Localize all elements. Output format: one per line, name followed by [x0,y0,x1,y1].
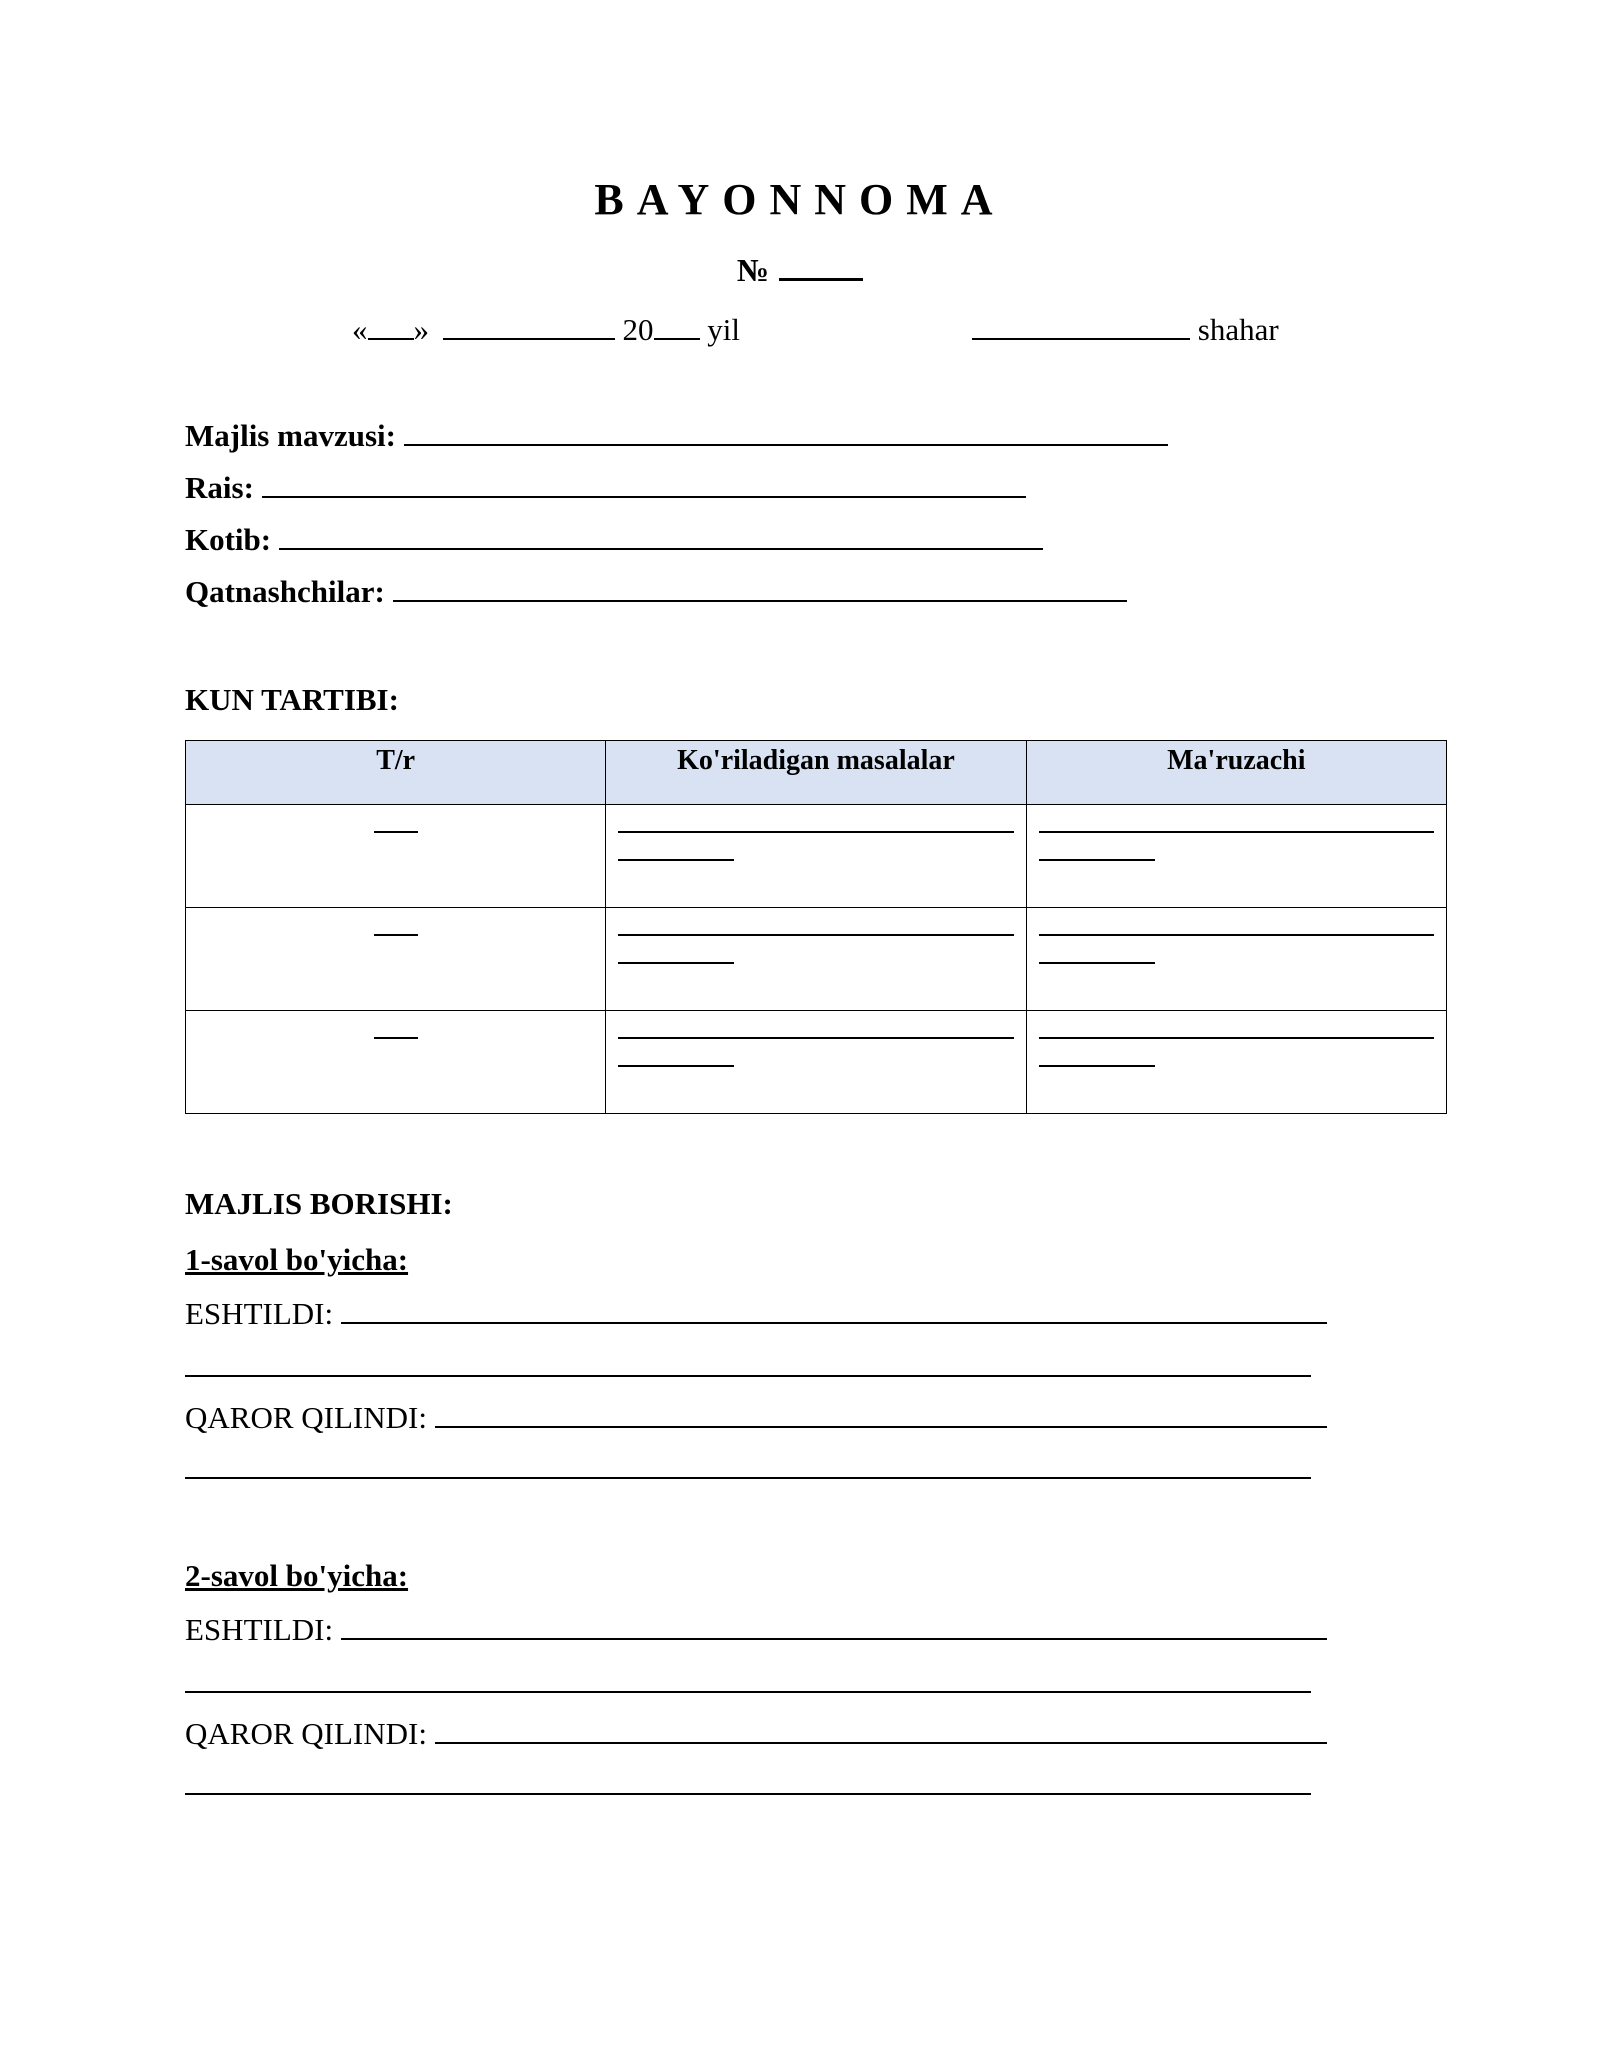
speaker-cell[interactable] [1026,1011,1446,1114]
q2-heard-field [185,1612,1327,1645]
speaker-cell[interactable] [1026,908,1446,1011]
participants-blank[interactable] [393,574,1127,602]
issue-blank [618,819,1013,833]
issue-cell[interactable] [606,805,1026,908]
q1-decision-field [185,1400,1327,1433]
document-number [0,252,1600,286]
participants-field [185,574,1127,607]
q1-heard-field [185,1296,1327,1329]
secretary-blank[interactable] [279,522,1043,550]
row-number-blank [374,819,418,833]
row-number-cell[interactable] [186,805,606,908]
column-header-number: T/r [186,741,606,805]
number-blank[interactable] [779,252,863,281]
issue-cell[interactable] [606,908,1026,1011]
question-1-heading: 1-savol bo'yicha: [185,1242,409,1277]
speaker-blank-short [1039,833,1155,861]
heard-label: ESHTILDI: [185,1612,334,1647]
agenda-table [185,740,1447,1114]
date-open-quote: « [352,312,368,347]
row-number-cell[interactable] [186,1011,606,1114]
table-row [186,1011,1447,1114]
speaker-blank [1039,819,1434,833]
decided-label: QAROR QILINDI: [185,1716,427,1751]
question-2-heading: 2-savol bo'yicha: [185,1558,409,1593]
topic-blank[interactable] [404,418,1168,446]
proceedings-heading: MAJLIS BORISHI: [185,1186,453,1221]
year-blank[interactable] [654,312,700,340]
year-suffix: yil [707,312,740,347]
chair-label: Rais: [185,470,254,505]
row-number-blank [374,1025,418,1039]
speaker-cell[interactable] [1026,805,1446,908]
q1-heard-continuation[interactable] [185,1375,1311,1377]
table-header-row [186,741,1447,805]
q2-decision-blank[interactable] [435,1716,1327,1744]
q1-heard-blank[interactable] [341,1296,1327,1324]
speaker-blank [1039,1025,1434,1039]
topic-label: Majlis mavzusi: [185,418,396,453]
q1-decision-blank[interactable] [435,1400,1327,1428]
topic-field [185,418,1168,451]
row-number-cell[interactable] [186,908,606,1011]
q2-decision-field [185,1716,1327,1749]
agenda-heading: KUN TARTIBI: [185,682,399,717]
issue-blank [618,922,1013,936]
q1-decision-continuation[interactable] [185,1477,1311,1479]
column-header-speaker: Ma'ruzachi [1026,741,1446,805]
chair-blank[interactable] [262,470,1026,498]
q2-heard-continuation[interactable] [185,1691,1311,1693]
decided-label: QAROR QILINDI: [185,1400,427,1435]
issue-blank-short [618,1039,734,1067]
number-label: № [736,252,770,288]
secretary-field [185,522,1043,555]
row-number-blank [374,922,418,936]
year-prefix: 20 [622,312,654,347]
heard-label: ESHTILDI: [185,1296,334,1331]
column-header-issues: Ko'riladigan masalalar [606,741,1026,805]
q2-decision-continuation[interactable] [185,1793,1311,1795]
table-row [186,908,1447,1011]
date-line [352,312,740,345]
city-suffix: shahar [1197,312,1279,347]
city-blank[interactable] [972,312,1190,340]
issue-blank-short [618,833,734,861]
speaker-blank [1039,922,1434,936]
issue-blank [618,1025,1013,1039]
table-row [186,805,1447,908]
q2-heard-blank[interactable] [341,1612,1327,1640]
speaker-blank-short [1039,936,1155,964]
document-title: BAYONNOMA [594,175,1006,224]
city-line [972,312,1279,345]
month-blank[interactable] [443,312,615,340]
secretary-label: Kotib: [185,522,272,557]
day-blank[interactable] [368,312,414,340]
participants-label: Qatnashchilar: [185,574,385,609]
issue-cell[interactable] [606,1011,1026,1114]
chair-field [185,470,1026,503]
issue-blank-short [618,936,734,964]
date-close-quote: » [413,312,429,347]
speaker-blank-short [1039,1039,1155,1067]
